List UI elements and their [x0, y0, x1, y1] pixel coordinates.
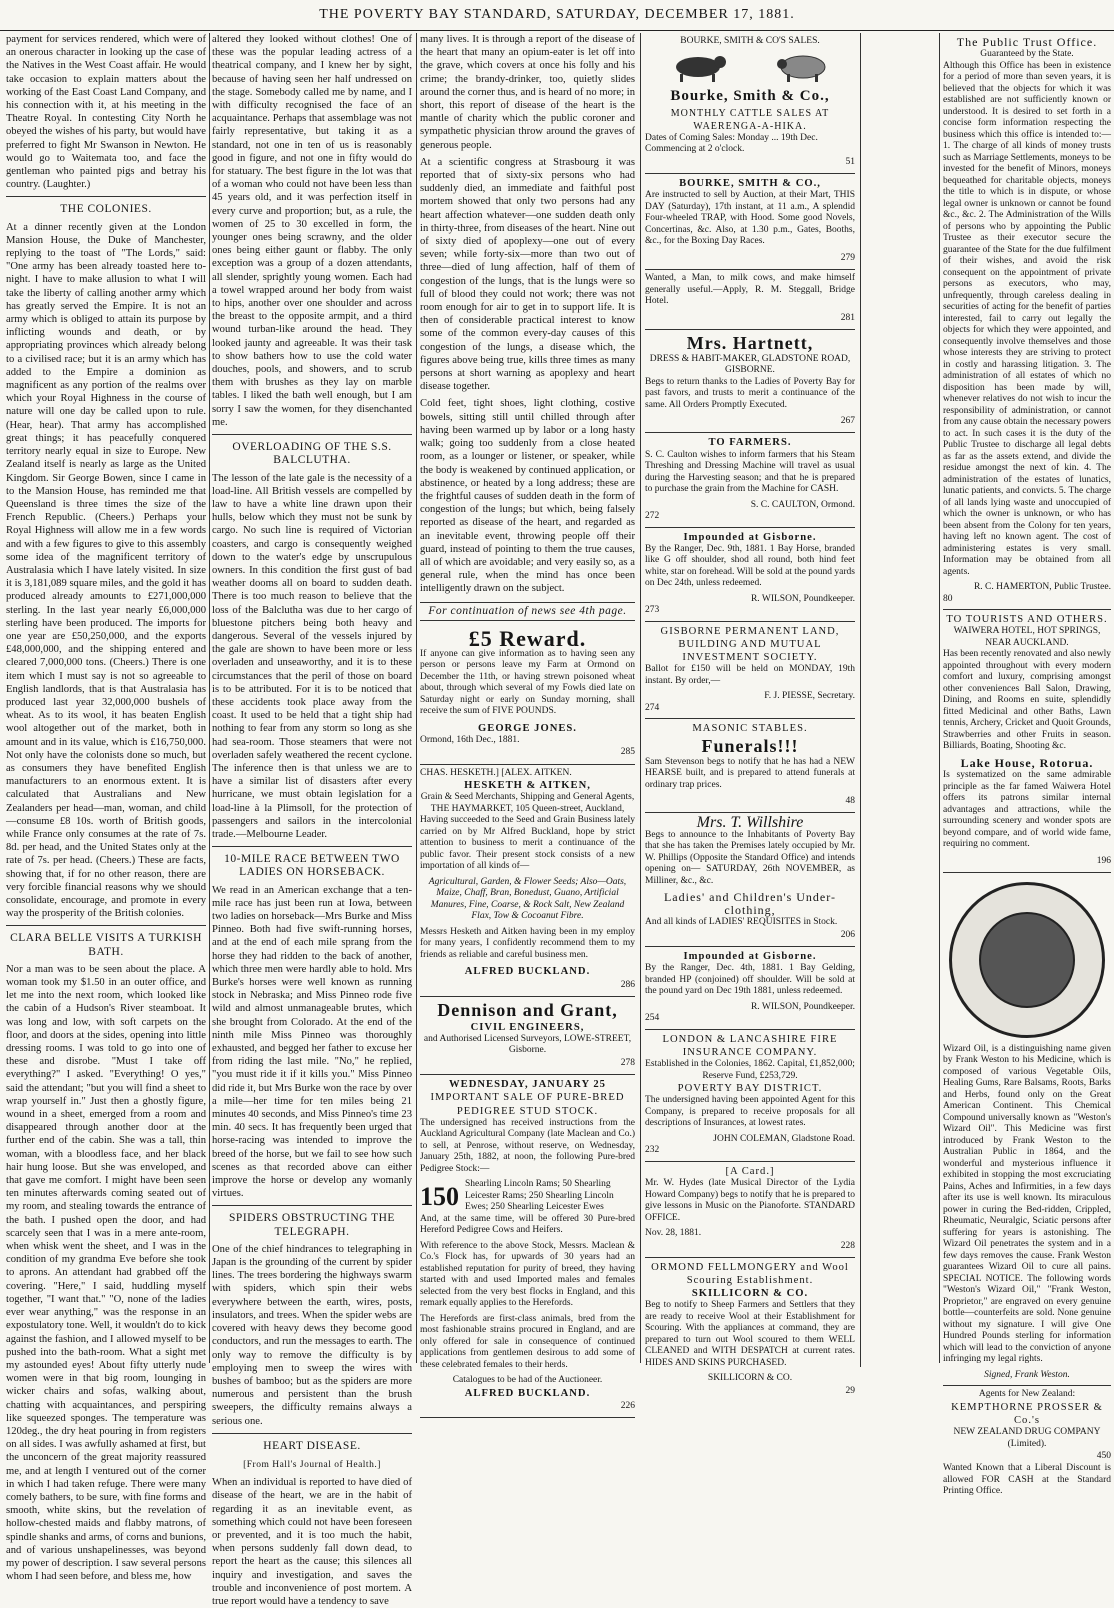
ad-subtitle: NEW ZEALAND DRUG COMPANY [953, 1427, 1101, 1438]
willshire-ad [645, 813, 855, 947]
ad-signature: ALFRED BUCKLAND. [464, 1387, 591, 1399]
public-trust-ad [943, 33, 1111, 610]
ad-signature: F. J. PIESSE, Secretary. [764, 691, 855, 702]
ad-body: Wanted, a Man, to milk cows, and make himself generally useful.—Apply, R. M. Steggall, Bridge Hotel. [645, 273, 855, 307]
ad-number: 272 [645, 511, 660, 522]
column-2 [212, 33, 412, 1607]
ad-title: GISBORNE PERMANENT LAND, BUILDING AND MUTUAL INVESTMENT SOCIETY. [660, 625, 840, 664]
ad-signature: ALFRED BUCKLAND. [464, 966, 591, 978]
column-3 [420, 33, 635, 1411]
ad-number: 273 [645, 605, 660, 616]
column-4 [645, 33, 855, 1396]
ad-title: Lake House, Rotorua. [960, 755, 1094, 770]
ad-list: Agricultural, Garden, & Flower Seeds; Also—Oats, Maize, Chaff, Bran, Bonedust, Guano, Artificial Manures, Fine, Coarse, & Rock Salt, New Zealand Flax, Tow & Cocoanut Fibre. [428, 876, 627, 922]
ad-display: Ladies' and Children's Under-clothing, [663, 890, 837, 918]
ad-body: Sam Stevenson begs to notify that he has had a NEW HEARSE built, and is prepared to attend funerals at ordinary trap prices. [645, 756, 855, 790]
ad-body: The undersigned has received instructions from the Auckland Agricultural Company (late Maclean and Co.) to sell, at Penrose, without reserve, on Wednesday, January 25th, 1882, at noon, the following Pure-bred Pedigree Stock:— [420, 1117, 635, 1174]
ad-big-number: 150 [420, 1181, 459, 1211]
ad-body: Has been recently renovated and also newly appointed throughout with every modern comfort and luxury, comprising amongst other conveniences Ball Salon, Drawing, Dining, and Rooms en suite, splendidly fitted Medicinal and other Baths, Lawn tennis, Archery, Cricket and Quoit Grounds, Strawberries and other Fruits in season. Billiards, Boating, Shooting &c. [943, 649, 1111, 752]
ad-number: 51 [845, 156, 855, 167]
article-paragraph: altered they looked without clothes! One of these was the popular leading actress of a theatrical company, and I knew her by sight, because of having seen her half undressed on the stage. Somebody called me by name, and I with difficulty recognised the face of an acquaintance. Perhaps that assemblage was not fairly representative, but taking it as a standard, not one in ten of us is reasonably good in figure, and not one in fifty would do for statuary. The best figure in the lot was that of a woman who could not have been less than 45 years old, and it was perfection itself in every curve and proportion; but, as a rule, the women of 25 to 30 excelled in form, the younger ones being scrawny, and the older ones being either gaunt or flabby. The only exception was a group of a dozen attendants, all slender, sprightly young women. Each had a towel wrapped around her body from waist to hips, another over one shoulder and across the breast to the opposite armpit, and a third wound turban-like around the head. They looked jaunty and agreeable. It was their task to show bathers how to use the cold water douches, pools, and showers, and to scrub them with brushes as they lay on marble tables. I liked the bath well enough, but I am sorry I saw the women, for they disenchanted me. [212, 34, 412, 428]
bull-icon [668, 52, 728, 82]
article-paragraph: We read in an American exchange that a ten-mile race has just been run at Iowa, between two ladies on horseback—Mrs Burke and Miss Pinneo. Both had five swift-running horses, and at the end of each mile sprang from the horse they had ridden to the back of another, which three men were hardly able to hold. Mrs Burke's horses were well known as running stock in Nebraska; and Miss Pinneo rode five wild and almost unmanageable brutes, which she brought from Colorado. At the end of the ninth mile Miss Pinneo was thoroughly exhausted, and begged her father to excuse her from riding the last mile. "No," he replied, "you must ride it if it kills you." Miss Pinneo did ride it, but Mrs Burke won the race by over a mile—her time for ten miles being 21 minutes 40 seconds, and Miss Pinneo's time 23 min. 40 secs. It has frequently been urged that horse-racing was intended to improve the breed of the horse, but we fail to see how such scenes as that recorded above can either improve the horse or develop any womanly virtues. [212, 884, 412, 1200]
article-paragraph: When an individual is reported to have died of disease of the heart, we are in the habit of regarding it as an inevitable event, as something which could not have been foreseen or prevented, and it is too much the habit, when persons suddenly fall down dead, to report the heart as the cause; this silences all inquiry and investigation, and saves the trouble and inconvenience of post mortem. A true report would have a tendency to save [212, 1477, 412, 1607]
wizard-oil-ad [943, 873, 1111, 1387]
ad-body: Is systematized on the same admirable principle as the far famed Waiwera Hotel offers its patrons similar internal advantages and attractions, while the surrounding scenery and wonder spots are beyond compare, and of world wide fame, requiring no comment. [943, 770, 1111, 850]
ad-date: Ormond, 16th Dec., 1881. [420, 734, 520, 745]
ad-signature: GEORGE JONES. [478, 722, 577, 734]
ad-title: Dennison and Grant, [437, 999, 618, 1020]
ad-body: Begs to announce to the Inhabitants of Poverty Bay that she has taken the Premises lately occupied by Mr. W. Phillips (Opposite the Standard Office) and intends opening on— SATURDAY, 26th NOVEMBER, as Milliner, &c., &c. [645, 829, 855, 886]
ad-body: Having succeeded to the Seed and Grain Business lately carried on by Mr Alfred Buckland, hope by strict attention to business to merit a continuance of the public favor. Their present stock consists of a new importation of all kinds of— [420, 815, 635, 872]
ad-signature: R. WILSON, Poundkeeper. [750, 1001, 855, 1012]
ad-note: Catalogues to be had of the Auctioneer. [452, 1375, 603, 1386]
ad-display: Funerals!!! [701, 735, 799, 756]
article-source: [From Hall's Journal of Health.] [243, 1459, 381, 1470]
ad-topline: CHAS. HESKETH.] [ALEX. AITKEN. [420, 767, 572, 778]
column-rule [860, 33, 861, 1367]
article-heading: THE COLONIES. [60, 203, 152, 216]
ad-list: Shearling Lincoln Rams; 50 Shearling Leicester Rams; 250 Shearling Lincoln Ewes; 250 Shearling Leicester Ewes [465, 1179, 614, 1213]
ad-number: 206 [840, 929, 855, 940]
ad-body: Wizard Oil, is a distinguishing name given by Frank Weston to his Medicine, which is composed of various Vegetable Oils, Healing Gums, Rare Balsams, Roots, Barks and Herbs, found only on the Great American Continent. This Chemical Compound universally known as "Weston's Wizard Oil". This Medicine was first introduced by Frank Weston to the Australian Public in 1864, and the wonderful and mysterious influence it exhibited in stopping the most excruciating Pains, Aches and Infirmities, in a few days after its use is well known. Its miraculous power in curing the Bed-ridden, Crippled, Rheumatic, Neuralgic, Sciatic persons after suffering for years is astonishing. The Wizard Oil penetrates the system and in a few days removes the cause. Frank Weston guarantees Wizard Oil to cure all pains. SPECIAL NOTICE. The following words "Weston's Wizard Oil," "Frank Weston, Proprietor," are engraved on every genuine bottle—counterfeits are sold. None genuine without my signature. I will give One Hundred Pounds sterling for information which will lead to the conviction of anyone infringing my legal rights. [943, 1043, 1111, 1365]
ad-body: The undersigned having been appointed Agent for this Company, is prepared to receive proposals for all descriptions of Insurances, at lowest rates. [645, 1095, 855, 1129]
ad-body: Messrs Hesketh and Aitken having been in my employ for many years, I confidently recommend them to my friends as reliable and careful business men. [420, 926, 635, 960]
ad-subtitle: POVERTY BAY DISTRICT. [677, 1083, 823, 1095]
ad-signature: R. C. HAMERTON, Public Trustee. [973, 582, 1111, 593]
ad-topline: BOURKE, SMITH & CO'S SALES. [680, 36, 820, 46]
article-heading: OVERLOADING OF THE S.S. BALCLUTHA. [232, 441, 392, 467]
article-heading: CLARA BELLE VISITS A TURKISH BATH. [10, 932, 202, 958]
ad-number: 286 [620, 979, 635, 990]
divider [212, 434, 412, 435]
masonic-stables-ad [645, 719, 855, 813]
farmers-ad [645, 433, 855, 527]
ad-title: Impounded at Gisborne. [683, 531, 817, 543]
column-rule [209, 33, 210, 1363]
ad-signature: R. WILSON, Poundkeeper. [750, 593, 855, 604]
ad-body: By the Ranger, Dec. 9th, 1881. 1 Bay Horse, branded like G off shoulder, shod all round, both hind feet white, star on forehead. Will be sold at the pound yards on Dec 24th, unless redeemed. [645, 543, 855, 589]
building-society-ad [645, 622, 855, 720]
ad-subtitle: (Limited). [1007, 1438, 1047, 1449]
ad-title: BOURKE, SMITH & CO., [679, 178, 821, 190]
ad-body: And all kinds of LADIES' REQUISITES in Stock. [645, 917, 838, 928]
ad-date: Nov. 28, 1881. [645, 1228, 702, 1239]
ad-title: Bourke, Smith & Co., [670, 87, 830, 104]
ad-number: 281 [840, 312, 855, 323]
portrait-icon [979, 912, 1075, 1008]
wizard-oil-medallion [949, 882, 1105, 1038]
column-rule [640, 33, 641, 1363]
ad-body: And, at the same time, will be offered 30 Pure-bred Hereford Pedigree Cows and Heifers. [420, 1213, 635, 1236]
divider [212, 1205, 412, 1206]
ad-number: 267 [840, 416, 855, 427]
ad-body: Mr. W. Hydes (late Musical Director of the Lydia Howard Company) begs to notify that he is prepared to give lessons in Music on the Pianoforte. STANDARD OFFICE. [645, 1178, 855, 1223]
ad-number: 228 [840, 1240, 855, 1251]
article-paragraph: payment for services rendered, which were of an onerous character in looking up the case of the Natives in the West Coast affair. He would take occasion to explain matters about the working of the East Coast Land Company, and his connection with it, at his meeting in the Theatre Royal. In contesting City North he obeyed the wishes of his party, but would have preferred to fight Mr Swanson in Newton. He would go to Waitemata too, and face the gentleman who painted pigs and betray his country. (Laughter.) [6, 34, 206, 191]
ad-number: 29 [845, 1385, 855, 1396]
ad-address: THE HAYMARKET, 105 Queen-street, Auckland, [430, 803, 625, 814]
ad-title: TO FARMERS. [708, 437, 792, 449]
ad-signature: SKILLICORN & CO. [707, 1373, 793, 1384]
ad-subtitle: SKILLICORN & CO. [691, 1288, 809, 1300]
ad-number: 254 [645, 1013, 660, 1024]
wanted-ad [645, 270, 855, 330]
impound-notice [645, 528, 855, 622]
agents-ad [943, 1386, 1111, 1506]
column-6 [943, 33, 1111, 1497]
article-paragraph: many lives. It is through a report of the disease of the heart that many an opium-eater is let off into the grave, which covers at once his folly and his crime; the brandy-drinker, too, quietly slides around the corner thus, and is heard of no more; in short, this report of disease of the heart is the mantle of charity which the public coroner and sympathetic physician throw around the graves of generous people. [420, 34, 635, 151]
ad-body: Established in the Colonies, 1862. Capital, £1,852,000; Reserve Fund, £253,729. [645, 1059, 855, 1081]
ad-body: Dates of Coming Sales: Monday ... 19th Dec. Commencing at 2 o'clock. [645, 132, 818, 155]
ad-number: 80 [943, 593, 953, 604]
ad-number: 279 [840, 252, 855, 263]
ad-body: Are instructed to sell by Auction, at their Mart, THIS DAY (Saturday), 17th instant, at 11 a.m., A splendid Four-wheeled TRAP, with Hood. Some good Novels, Concertinas, &c. Also, at 1.30 p.m., Gates, Booths, &c., for the Boxing Day Races. [645, 190, 855, 247]
ad-title: Agents for New Zealand: [978, 1389, 1076, 1400]
bourke-ad [645, 33, 855, 174]
ad-body: S. C. Caulton wishes to inform farmers that his Steam Threshing and Dressing Machine will travel as usual during the Harvesting season; and that he is prepared to purchase the grain from the Machine for CASH. [645, 449, 855, 495]
article-paragraph: One of the chief hindrances to telegraphing in Japan is the grounding of the current by spider lines. The trees bordering the highways swarm with spiders, which spin their webs everywhere between the earth, wires, posts, insulators, and trees. When the spider webs are covered with heavy dews they become good conductors, and run the messages to earth. The only way to remove the difficulty is by employing men to sweep the wires with bushes of bamboo; but as the spiders are more numerous and persistent than the brush sweepers, the difficulty remains always a serious one. [212, 1243, 412, 1427]
ad-number: 450 [1096, 1451, 1111, 1462]
column-rule [416, 33, 417, 1363]
sheep-icon [773, 52, 833, 82]
ad-subtitle: Guaranteed by the State. [980, 49, 1074, 60]
ad-number: 278 [620, 1057, 635, 1068]
article-heading: HEART DISEASE. [263, 1439, 361, 1452]
stock-sale-ad [420, 1075, 635, 1418]
divider [212, 846, 412, 847]
article-heading: 10-MILE RACE BETWEEN TWO LADIES ON HORSEBACK. [224, 853, 400, 879]
ad-number: 226 [620, 1400, 635, 1411]
ad-subtitle: MONTHLY CATTLE SALES AT WAERENGA-A-HIKA. [670, 107, 830, 132]
ad-body: If anyone can give information as to having seen any person or persons leave my Farm at Ormond on December the 11th, or having strewn poisoned wheat about, through which several of my Fowls died late on Saturday night or early on Sunday morning, shall receive the sum of FIVE POUNDS. [420, 648, 635, 717]
article-paragraph: The lesson of the late gale is the necessity of a load-line. All British vessels are compelled by law to have a white line drawn upon their hulls, below which they must not be sunk by cargo. No such line is required of Victorian coasters, and cargo is consequently weighed down to the water's edge by unscrupulous owners. In this condition the first gust of bad weather dooms all on board to sudden death. There is too much reason to believe that the loss of the Balclutha was due to her cargo of bluestone pitchers being both heavy and dangerous. Several of the vessels injured by the gale are shown to have been more or less overladen and unseaworthy, and it is to these circumstances that the peril of those on board is to be attributed. For it is to be noticed that these accidents took place away from the coast. It used to be held that a tight ship had nothing to fear from any storm so long as she had sea-room. Those steamers that were not overladen safely weathered the recent cyclone. The inference then is that unless we are to have a similar list of disasters after every hurricane, we must obtain legislation for a load-line à la Plimsoll, for the protection of passengers and sailors in the intercolonial trade.—Melbourne Leader. [212, 472, 412, 840]
hesketh-ad [420, 765, 635, 997]
ad-number: 285 [620, 747, 635, 758]
ad-body: The Herefords are first-class animals, bred from the most fashionable strains procured in England, and are only offered for sale in consequence of continued applications from gentlemen desirous to add some of these celebrated females to their herds. [420, 1313, 635, 1370]
card-ad [645, 1162, 855, 1258]
ad-body: With reference to the above Stock, Messrs. Maclean & Co.'s Flock has, for upwards of 30 years had an established reputation for purity of breed, they having started with and used Imported males and females selected from the very best flocks in England, and this remark equally applies to the Herefords. [420, 1240, 635, 1309]
ad-date: WEDNESDAY, JANUARY 25 [449, 1079, 606, 1091]
ad-number: 274 [645, 702, 660, 713]
ad-number: 48 [845, 796, 855, 807]
divider [212, 1433, 412, 1434]
article-paragraph: Cold feet, tight shoes, light clothing, costive bowels, sitting still until chilled through after having been warmed up by labor or a long hasty walk; going too suddenly from a close heated room, as a lounger or listener, or speaker, while the body is weakened by continued application, or abstinence, or heated by a long address; these are the frightful causes of sudden death in the form of congestion of the lungs; but which, being falsely reported as disease of the heart, and regarded as an inevitable event, throwing people off their guard, instead of pointing to them the true causes, all of which are avoidable; and very easily so, as a general rule, when the mind has once been intelligently drawn on the subject. [420, 398, 635, 595]
article-paragraph: At a dinner recently given at the London Mansion House, the Duke of Manchester, replying to the toast of "The Lords," said: "One army has been already toasted here to-night. I have to make allusion to what I will take the liberty of calling another army which has greatly served the Empire. It is not an army which is obliged to attain its purpose by inflicting wounds and death, or by appropriating provinces which already belong to a civilised race; but it is an army which has added to the Empire a dominion as magnificent as any portion of the realms over which your Royal Highness in the course of nature will one day be called upon to rule. (Hear, hear). That army has accomplished great things; it has peacefully conquered territory nearly equal in size to Europe. New Zealand itself is nearly as large as the United Kingdom. Sir George Bowen, since I came in to the Mansion House, has reminded me that Queensland is three times the size of the French Republic. (Cheers.) Perhaps your Royal Highness will allow me in a few words and with a few figures to give to this assembly some idea of the magnificent territory of Australasia which I have lately visited. In size it is 3,181,089 square miles, and the gold it has produced already amounts to £271,000,000 sterling. In the last year nearly £6,000,000 sterling have been produced. The imports for one year are £50,250,000, and the exports £48,000,000, and the shipping entered and cleared 7,000,000 tons. (Cheers.) There is one item which I must say is not so agreeable to English landlords, that is that Australasia has produced last year 32,000,000 bushels of wheat. As to its wool, it has beaten English wool altogether out of the market, both in amount and in its value, which is £16,750,000. Not only have the colonists done so much, but as consumers they have benefited English manufacturers to an enormous extent. It is calculated that Australians and New Zealanders per head—man, woman, and child—consume £8 10s. worth of British goods, while France only consumes at the rate of 7s. 8d. per head, and the United States only at the rate of 7s. per head. (Cheers.) These are facts, showing that, if for no other reason, there are very forcible financial reasons why we should consolidate, encourage, and promote in every way the prosperity of the British colonies. [6, 221, 206, 920]
divider [6, 925, 206, 926]
ad-title: The Public Trust Office. [956, 35, 1098, 49]
ad-title: ORMOND FELLMONGERY and Wool Scouring Establishment. [651, 1261, 849, 1287]
fellmongery-ad [645, 1258, 855, 1402]
impound-notice [645, 947, 855, 1030]
ad-number: 232 [645, 1145, 660, 1156]
ad-title: HESKETH & AITKEN, [464, 780, 591, 792]
ad-subtitle: CIVIL ENGINEERS, [470, 1021, 585, 1033]
ad-title: [A Card.] [725, 1165, 775, 1177]
ad-subtitle: KEMPTHORNE PROSSER & Co.'s [951, 1401, 1103, 1427]
ad-signature: Signed, Frank Weston. [984, 1369, 1070, 1380]
column-rule [939, 33, 940, 1363]
hartnett-ad [645, 330, 855, 434]
livestock-illustration [645, 52, 855, 82]
reward-title: £5 Reward. [468, 625, 587, 651]
ad-body: Ballot for £150 will be held on MONDAY, 19th instant. By order,— [645, 664, 855, 686]
article-paragraph: Nor a man was to be seen about the place. A woman took my $1.50 in an outer office, and let me into the next room, which looked like the cabin of a Hudson's River steamboat. It was long and low, with soft carpets on the floor, and doors at the sides, opening into little dressing rooms. I was told to go into one of these and disrobe. "Must I take off everything?" I asked. "Everything! O yes," said the attendant; "but you will find a sheet to wrap yourself in." Just then a ghostly figure, wound in a sheet, emerged from a room and disappeared through another door at the further end of the cabin. She was a tall, thin woman, with a bloodless face, and her black hair hung loose. But she was enveloped, and that gave me comfort. I might have been seen ten minutes afterwards coming seated out of my room, and stealing towards the entrance of the bath. I pushed open the door, and had scarcely seen that I was in a mere ante-room, when whisk went the sheet, and I was in the condition of my grandma Eve before she took to aprons. An attendant had grabbed off the covering. "Here," I said, huddling myself together, "I want that." "O, none of the ladies ever wear anything," was the response in an expostulatory tone. Well, it wouldn't do to kick against the fashion, and I allowed myself to be pushed into the bath-room. What a sight met my astounded eyes! About fifty utterly nude women were in that big room, lounging in wicker chairs and sofas, walking about, chatting with acquaintances, and perspiring like squeezed sponges. The temperature was 120deg., the dry heat pouring in from registers on all sides. I was awfully ashamed at first, but the unconcern of the great majority reassured me, and at length I ventured out of the corner in which I had taken refuge. There were many comely bathers, to be sure, with fine forms and smooth, white skins, but the revelation of hollow-chested maids and flabby matrons, of spindle shanks and arms, of corns and bunions, and of various unshapelinesses, was beyond my power of description. I saw several persons whom I had seen before, and bless me, how [6, 963, 206, 1583]
column-1 [6, 33, 206, 1583]
ad-body: and Authorised Licensed Surveyors, LOWE-STREET, Gisborne. [423, 1033, 632, 1056]
ad-title: LONDON & LANCASHIRE FIRE INSURANCE COMPANY. [662, 1033, 838, 1059]
divider [6, 196, 206, 197]
continuation-note: For continuation of news see 4th page. [420, 602, 635, 621]
ad-signature: JOHN COLEMAN, Gladstone Road. [713, 1133, 855, 1144]
ad-title: IMPORTANT SALE OF PURE-BRED PEDIGREE STUD STOCK. [430, 1092, 625, 1117]
ad-title: Impounded at Gisborne. [683, 951, 817, 963]
ad-subtitle: DRESS & HABIT-MAKER, GLADSTONE ROAD, GISBORNE. [649, 353, 851, 376]
ad-body: Beg to notify to Sheep Farmers and Settlers that they are ready to receive Wool at their Establishment for Scouring. With the appliances at command, they are prepared to turn out Wool scoured to them WELL CLEANED and WITH DESPATCH at current rates. HIDES AND SKINS PURCHASED. [645, 1300, 855, 1368]
ad-body: Although this Office has been in existence for a period of more than seven years, it is believed that the objects for which it was established are not sufficiently known or understood. It is desired to set forth in a concise form information respecting the business which this office is intended to:— 1. The charge of all kinds of money trusts such as Marriage Settlements, moneys to be invested for the benefit of Minors, moneys bequeathed for charitable objects, moneys the title to which is in dispute, or whose legal owner is unknown or cannot be found &c., &c. 2. The Administration of the Wills of persons who by appointing the Public Trustee as their executor secure the guarantee of the State for the due fulfilment of their wishes, and avoid the risk consequent on the appointment of private persons as executors, who may, unfrequently, through careless dealing in securities of acting for the benefit of parties interested, fail to carry out legally the objects for which they were appointed, and consequently involve themselves and those whose interests they are striving to protect in costly and harassing litigation. 3. The administration of all estates of which no disposition has been made by will, whenever relatives do not wish to incur the responsibility of administration, or cannot from any cause obtain the necessary powers to act. In such cases it is the duty of the Public Trustee to discharge all legal debts as far as the assets extend, and divide the residue amongst the next of kin. 4. The administration of the estates of lunatics, lunatic patients, and convicts. 5. The charge of all lands lying waste and unoccupied of which the owner is unknown, or who has been absent from the Colony for ten years, having left no known agent. The cost of administering estates is very small. Information may be obtained from all agents. [943, 60, 1111, 577]
spacer [864, 33, 936, 1367]
masthead: THE POVERTY BAY STANDARD, SATURDAY, DECEMBER 17, 1881. [0, 0, 1114, 31]
ad-title: TO TOURISTS AND OTHERS. [946, 614, 1108, 626]
ad-subtitle: WAIWERA HOTEL, HOT SPRINGS, NEAR AUCKLAND. [953, 626, 1101, 648]
ad-title: Mrs. T. Willshire [696, 814, 804, 832]
reward-ad [420, 625, 635, 765]
insurance-ad [645, 1030, 855, 1162]
ad-body: Begs to return thanks to the Ladies of Poverty Bay for past favors, and trusts to merit a continuance of the same. All Orders Promptly Executed. [645, 376, 855, 410]
ad-body: By the Ranger, Dec. 4th, 1881. 1 Bay Gelding, branded HP (conjoined) off shoulder. Will be sold at the pound yard on Dec 19th 1881, unless redeemed. [645, 963, 855, 997]
waiwera-ad [943, 610, 1111, 873]
ad-signature: S. C. CAULTON, Ormond. [750, 499, 855, 510]
article-paragraph: At a scientific congress at Strasbourg it was reported that of sixty-six persons who had suddenly died, an immediate and faithful post mortem showed that only two persons had any heart affection whatever—one sudden death only in thirty-three, from diseases of the heart. Nine out of sixty died of apoplexy—one out of every seven; while forty-six—more than two out of three—died of lung affection, half of them of congestion of the lungs, that is the lungs were so full of blood they could not work; there was not room enough for air to get in to support life. It is then of considerable practical interest to know some of the common every-day causes of this congestion of the lungs, a disease which, the figures above being true, kills three times as many persons at short warning as apoplexy and heart disease together. [420, 156, 635, 393]
ad-title: Mrs. Hartnett, [686, 332, 814, 353]
bourke-auction-ad [645, 174, 855, 270]
ad-number: 196 [1096, 855, 1111, 866]
article-heading: SPIDERS OBSTRUCTING THE TELEGRAPH. [229, 1212, 395, 1238]
ad-title: MASONIC STABLES. [692, 723, 808, 735]
ad-subtitle: Grain & Seed Merchants, Shipping and General Agents, [420, 792, 635, 803]
ad-body: Wanted Known that a Liberal Discount is allowed FOR CASH at the Standard Printing Office. [943, 1463, 1111, 1497]
dennison-ad [420, 997, 635, 1075]
